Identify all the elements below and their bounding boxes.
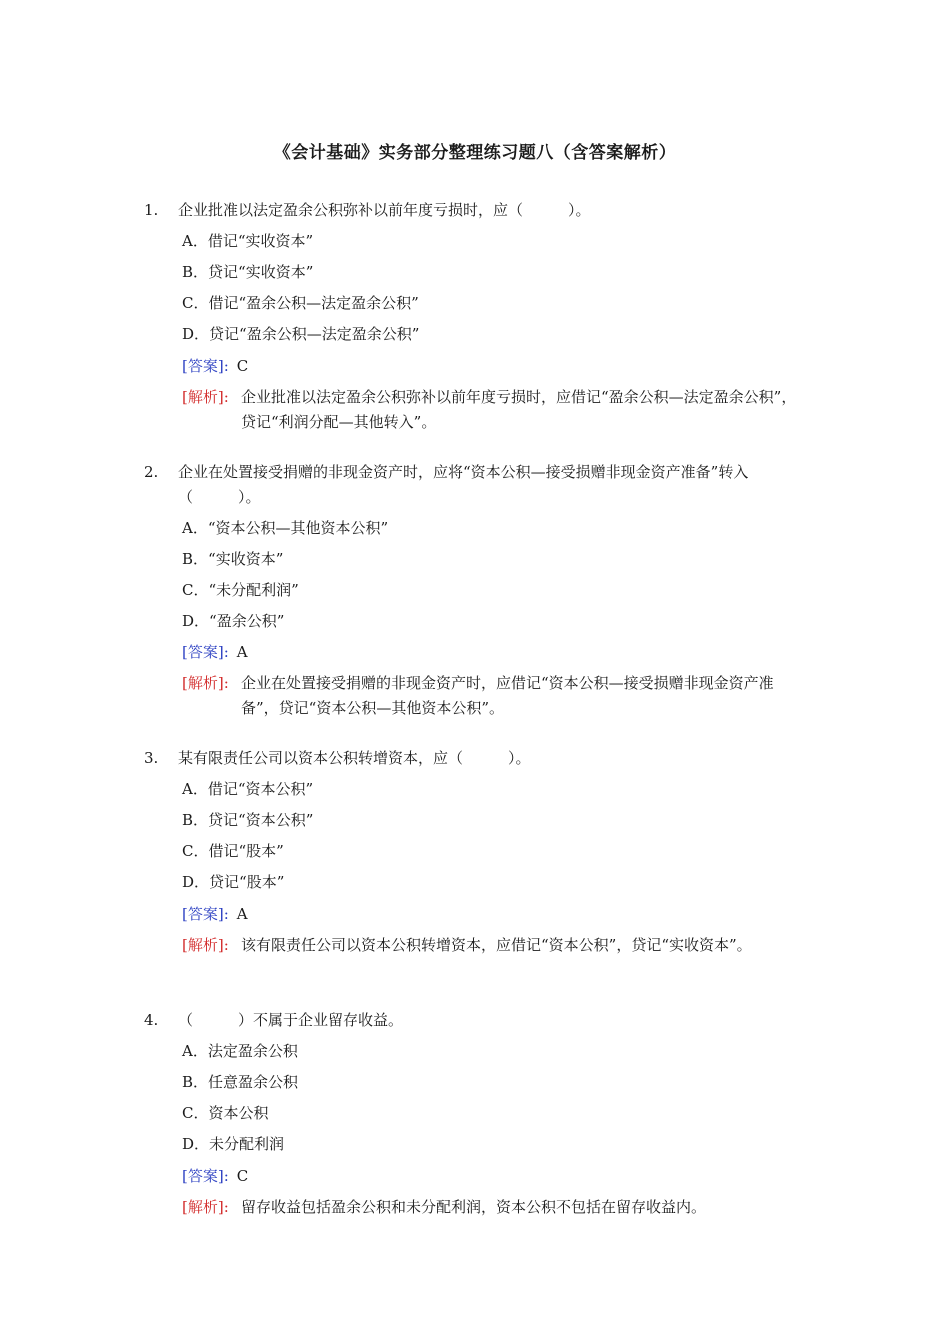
- option-b: B．贷记“资本公积”: [182, 811, 314, 829]
- option-a: A．法定盈余公积: [182, 1042, 298, 1060]
- answer-line: [182, 902, 248, 927]
- option-b: B．“实收资本”: [182, 550, 284, 568]
- option-d: D．贷记“股本”: [182, 873, 285, 891]
- option-c: C．“未分配利润”: [182, 581, 299, 599]
- page-title: 《会计基础》实务部分整理练习题八（含答案解析）: [273, 143, 677, 163]
- answer-label: [答案]:: [182, 905, 229, 923]
- option-a: A．借记“实收资本”: [182, 232, 314, 250]
- analysis-label: [解析]:: [182, 936, 229, 954]
- option-c: C．借记“盈余公积—法定盈余公积”: [182, 294, 419, 312]
- question-stem: 企业在处置接受捐赠的非现金资产时，应将“资本公积—接受损赠非现金资产准备”转入（ ）。: [178, 463, 749, 506]
- question-number: 1.: [144, 201, 159, 219]
- analysis-block: [182, 385, 812, 431]
- analysis-label: [解析]:: [182, 388, 229, 406]
- question-number: 3.: [144, 749, 159, 767]
- question-stem: 某有限责任公司以资本公积转增资本，应（ ）。: [178, 749, 531, 767]
- answer-value: A: [236, 643, 248, 661]
- analysis-label: [解析]:: [182, 1198, 229, 1216]
- answer-value: A: [236, 905, 248, 923]
- answer-value: C: [236, 357, 249, 375]
- analysis-block: [182, 671, 812, 717]
- answer-value: C: [236, 1167, 249, 1185]
- answer-line: [182, 1164, 248, 1189]
- option-b: B．贷记“实收资本”: [182, 263, 314, 281]
- question-stem: 企业批准以法定盈余公积弥补以前年度亏损时，应（ ）。: [178, 201, 591, 219]
- option-c: C．借记“股本”: [182, 842, 284, 860]
- analysis-label: [解析]:: [182, 674, 229, 692]
- option-d: D．贷记“盈余公积—法定盈余公积”: [182, 325, 420, 343]
- option-a: A．借记“资本公积”: [182, 780, 314, 798]
- option-d: D．“盈余公积”: [182, 612, 285, 630]
- option-b: B．任意盈余公积: [182, 1073, 299, 1091]
- option-a: A．“资本公积—其他资本公积”: [182, 519, 389, 537]
- analysis-text: 企业在处置接受捐赠的非现金资产时，应借记“资本公积—接受损赠非现金资产准备”，贷记“资本公积—其他资本公积”。: [241, 674, 774, 717]
- analysis-block: [182, 1195, 812, 1220]
- question-number: 2.: [144, 463, 159, 481]
- answer-line: [182, 640, 248, 665]
- analysis-block: [182, 933, 812, 958]
- question-stem: （ ）不属于企业留存收益。: [178, 1011, 404, 1029]
- option-d: D．未分配利润: [182, 1135, 285, 1153]
- answer-line: [182, 354, 248, 379]
- answer-label: [答案]:: [182, 643, 229, 661]
- answer-label: [答案]:: [182, 357, 229, 375]
- answer-label: [答案]:: [182, 1167, 229, 1185]
- analysis-text: 企业批准以法定盈余公积弥补以前年度亏损时，应借记“盈余公积—法定盈余公积”，贷记“利润分配—其他转入”。: [241, 388, 797, 431]
- analysis-text: 留存收益包括盈余公积和未分配利润，资本公积不包括在留存收益内。: [241, 1198, 707, 1216]
- option-c: C．资本公积: [182, 1104, 269, 1122]
- analysis-text: 该有限责任公司以资本公积转增资本，应借记“资本公积”，贷记“实收资本”。: [241, 936, 752, 954]
- question-number: 4.: [144, 1011, 159, 1029]
